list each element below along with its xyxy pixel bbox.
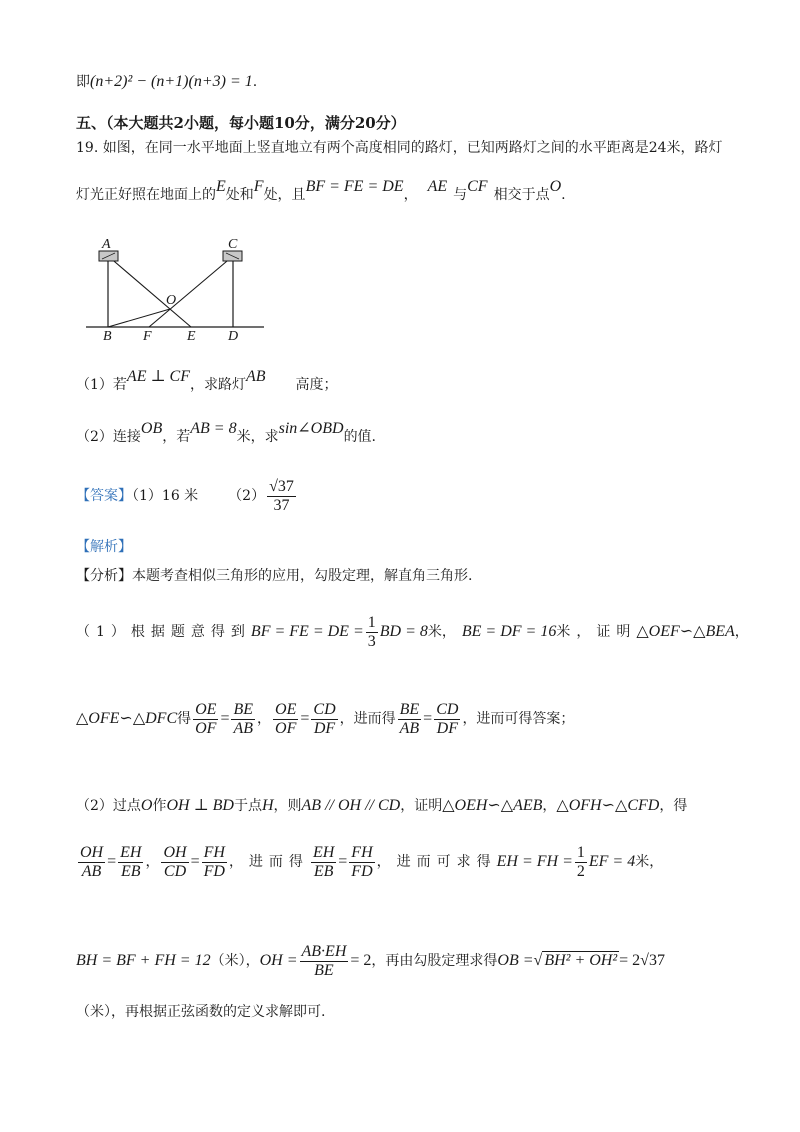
analysis-text: 米，证明 — [556, 624, 637, 640]
analysis-step-2 — [76, 699, 574, 739]
equals-sign: = — [423, 710, 433, 727]
analysis-text: ，进而得 — [228, 854, 309, 870]
analysis-math: BD = 8 — [379, 623, 428, 640]
frac-den: EB — [313, 862, 334, 880]
segment-ob — [108, 309, 170, 327]
frac-num: 1 — [367, 613, 376, 631]
frac-num: FH — [203, 843, 225, 861]
point-o: O — [549, 178, 562, 195]
problem-text: 与 — [453, 187, 468, 203]
frac-den: DF — [313, 719, 336, 737]
question-text: ，求路灯 — [189, 377, 246, 393]
problem-text: . — [561, 187, 566, 203]
analysis-text: ，再由勾股定理求得 — [371, 953, 498, 969]
analysis-text: ，进而可求得 — [376, 854, 497, 870]
fraction — [161, 844, 188, 881]
fraction — [78, 844, 105, 881]
frac-num: OH — [80, 843, 104, 861]
segment-ab: AB — [245, 368, 266, 385]
analysis-text: ，进而得 — [339, 711, 396, 727]
analysis-text: 作 — [152, 798, 167, 814]
label-b: B — [103, 329, 112, 344]
frac-den: BE — [314, 961, 334, 979]
analysis-text: ，证明 — [400, 798, 443, 814]
intro-period: . — [252, 74, 258, 90]
analysis-math: = 2 — [350, 952, 372, 969]
frac-den: EB — [121, 862, 141, 880]
question-text: 米，求 — [236, 429, 279, 445]
question-text: （2）连接 — [76, 429, 141, 445]
analysis-math: H — [261, 797, 274, 814]
section-heading: 五、（本大题共2小题，每小题10分，满分20分） — [76, 114, 406, 132]
fraction — [434, 701, 460, 738]
analysis-math: BH = BF + FH = 12 — [76, 952, 211, 969]
fraction — [311, 701, 337, 738]
beam-ae — [108, 256, 191, 327]
equals-sign: = — [107, 853, 117, 870]
answer-denominator: 37 — [273, 496, 290, 514]
analysis-math: △OEF∽△BEA — [636, 623, 735, 640]
label-e: E — [187, 329, 196, 344]
analysis-text: 得 — [177, 711, 192, 727]
analysis-text: ，进而可得答案； — [462, 711, 575, 727]
frac-num: OE — [195, 700, 217, 718]
frac-num: CD — [436, 700, 459, 718]
streetlight-figure — [76, 234, 276, 344]
condition-ae-perp-cf: AE ⊥ CF — [126, 368, 190, 385]
fraction — [231, 701, 255, 738]
intro-prefix: 即 — [76, 74, 90, 90]
answer-fraction — [267, 478, 296, 515]
fraction — [349, 844, 374, 881]
intro-equation-line — [76, 73, 257, 91]
analysis-step-5 — [76, 941, 665, 981]
sin-obd: sin∠OBD — [278, 420, 344, 437]
frac-num: CD — [313, 700, 336, 718]
analysis-step-4 — [76, 842, 663, 882]
frac-num: EH — [120, 843, 142, 861]
analysis-math: BE = DF = 16 — [461, 623, 557, 640]
question-1 — [76, 368, 338, 394]
segment-ae: AE — [427, 178, 448, 195]
analysis-math: △OFE∽△DFC — [76, 710, 178, 727]
analysis-math: EH = FH = — [496, 853, 573, 870]
analysis-text: ， — [542, 798, 557, 814]
fraction-one-third — [366, 614, 378, 651]
frac-num: 1 — [576, 843, 585, 861]
analysis-text: （2）过点 — [76, 798, 141, 814]
question-2 — [76, 420, 377, 446]
frac-den: OF — [195, 719, 217, 737]
analysis-text: （米）， — [210, 953, 260, 969]
analysis-math: OH ⊥ BD — [166, 797, 234, 814]
frac-num: OE — [275, 700, 297, 718]
point-e: E — [216, 178, 226, 195]
question-text: 的值. — [343, 429, 377, 445]
frac-num: AB·EH — [301, 942, 347, 960]
analysis-step-3 — [76, 797, 687, 815]
segment-ob-ref: OB — [140, 420, 163, 437]
analysis-math: EF = 4 — [588, 853, 636, 870]
analysis-text: ， — [734, 624, 749, 640]
fraction — [273, 701, 298, 738]
label-f: F — [143, 329, 152, 344]
analysis-step-6: （米），再根据正弦函数的定义求解即可. — [76, 1004, 326, 1020]
equality-bf-fe-de: BF = FE = DE — [305, 178, 404, 195]
analysis-text: ，得 — [659, 798, 688, 814]
frac-num: FH — [351, 843, 373, 861]
frac-den: FD — [351, 862, 373, 880]
answer-numerator: √37 — [269, 477, 294, 495]
label-o: O — [166, 293, 177, 308]
frac-den: CD — [163, 862, 187, 880]
answer-label: 【答案】 — [76, 488, 132, 504]
fraction — [311, 844, 336, 881]
answer-line — [76, 476, 298, 516]
analysis-math: AB // OH // CD — [301, 797, 401, 814]
segment-cf: CF — [467, 178, 488, 195]
frac-num: BE — [399, 700, 420, 718]
analysis-text: 米， — [635, 854, 664, 870]
analysis-math: OB = — [497, 952, 534, 969]
problem-text: 处和 — [225, 187, 254, 203]
point-f: F — [253, 178, 264, 195]
analysis-math: = 2√37 — [619, 952, 665, 969]
analysis-math: △OEH∽△AEB — [442, 797, 543, 814]
label-d: D — [228, 329, 239, 344]
question-text: （1）若 — [76, 377, 127, 393]
analysis-math: △OFH∽△CFD — [556, 797, 660, 814]
analysis-label: 【解析】 — [76, 539, 132, 555]
analysis-text: ，则 — [273, 798, 302, 814]
frac-den: AB — [233, 719, 254, 737]
problem-text: 处，且 — [263, 187, 306, 203]
fraction — [398, 701, 422, 738]
sqrt-sign: √ — [533, 952, 543, 969]
question-text: ，若 — [162, 429, 191, 445]
problem-line-2 — [76, 178, 566, 204]
frac-den: 3 — [367, 632, 376, 650]
analysis-math: OH = — [259, 952, 298, 969]
fraction — [193, 701, 218, 738]
frac-den: DF — [436, 719, 458, 737]
analysis-text: ， — [257, 711, 272, 727]
analysis-text: 米， — [427, 624, 456, 640]
frac-den: 2 — [576, 862, 585, 880]
equals-sign: = — [220, 710, 230, 727]
frac-den: FD — [203, 862, 225, 880]
fraction — [300, 943, 349, 980]
frac-den: OF — [275, 719, 297, 737]
analysis-text: ， — [145, 854, 160, 870]
fraction — [202, 844, 227, 881]
sqrt-radicand: BH² + OH² — [544, 952, 618, 969]
question-text: 高度； — [295, 377, 338, 393]
fraction — [118, 844, 143, 881]
problem-line-1: 19. 如图，在同一水平地面上竖直地立有两个高度相同的路灯，已知两路灯之间的水平距离是24米，路灯 — [76, 140, 723, 156]
equals-sign: = — [190, 853, 200, 870]
answer-part-1: （1）16 米 — [132, 488, 199, 504]
frac-den: AB — [81, 862, 102, 880]
label-c: C — [228, 237, 238, 252]
answer-part-2-prefix: （2） — [228, 488, 266, 504]
label-a: A — [102, 237, 111, 252]
condition-ab-8: AB = 8 — [190, 420, 237, 437]
equals-sign: = — [338, 853, 348, 870]
analysis-text: 于点 — [233, 798, 262, 814]
analysis-text: （1）根据题意得到 — [76, 624, 251, 640]
problem-text: ， — [403, 187, 418, 203]
equals-sign: = — [300, 710, 310, 727]
frac-num: EH — [312, 843, 335, 861]
frac-num: BE — [233, 700, 254, 718]
analysis-math: BF = FE = DE = — [250, 623, 364, 640]
problem-text: 灯光正好照在地面上的 — [76, 187, 216, 203]
frac-num: OH — [163, 843, 187, 861]
frac-den: AB — [399, 719, 420, 737]
analysis-math: O — [140, 797, 153, 814]
intro-equation: (n+2)² − (n+1)(n+3) = 1 — [90, 73, 253, 90]
fraction-one-half — [575, 844, 587, 881]
beam-cf — [149, 256, 233, 327]
analysis-summary: 【分析】本题考查相似三角形的应用，勾股定理，解直角三角形. — [76, 568, 473, 584]
problem-text: 相交于点 — [493, 187, 550, 203]
analysis-step-1 — [76, 612, 749, 652]
